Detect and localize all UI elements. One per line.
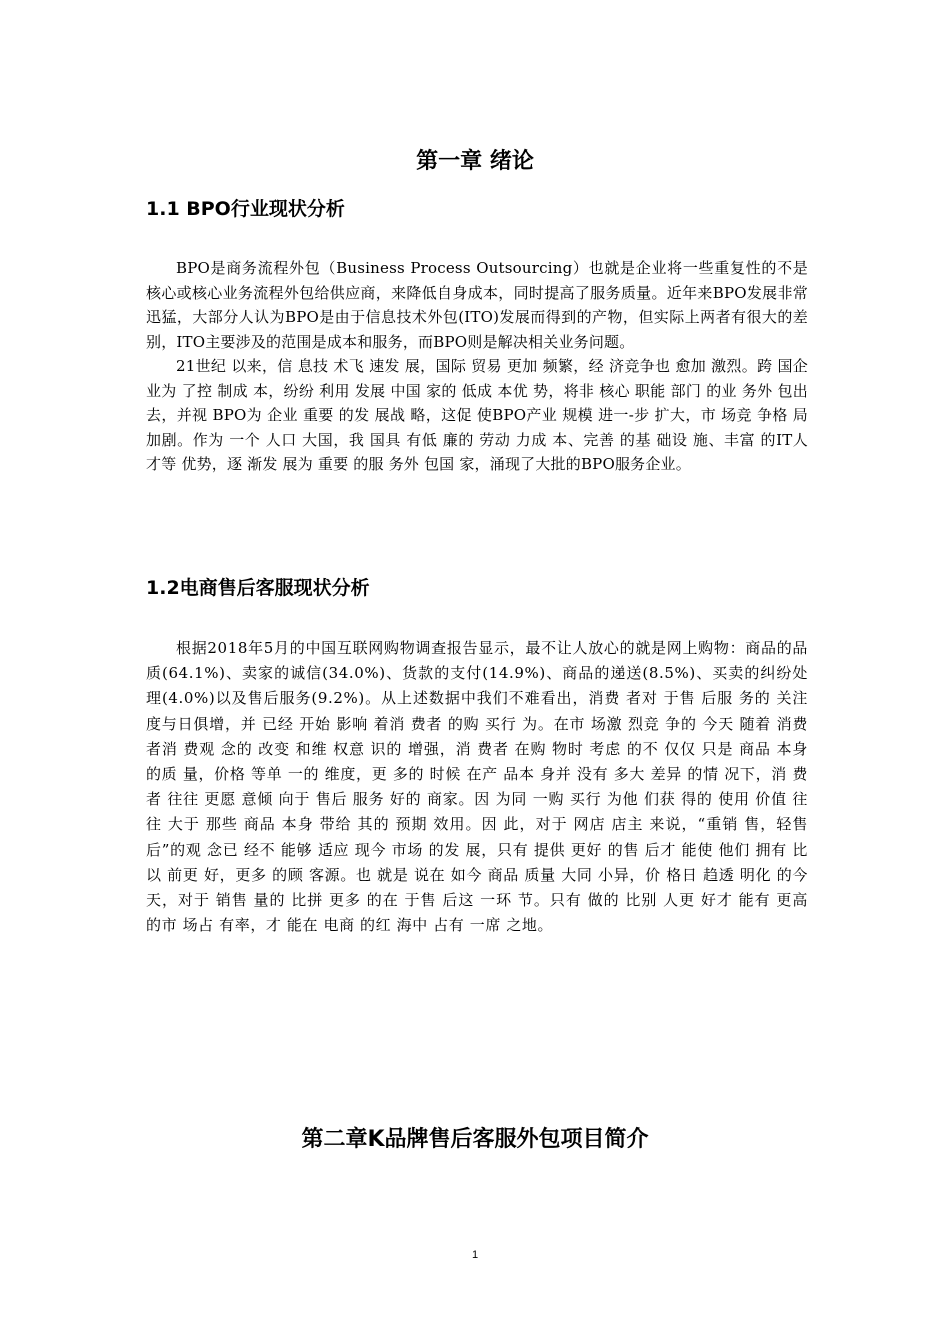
- chapter-1-title: 第一章 绪论: [416, 149, 534, 174]
- paragraph-bpo-definition: BPO是商务流程外包（Business Process Outsourcing）也就是企业将一些重复性的不是核心或核心业务流程外包给供应商，来降低自身成本，同时提高了服务质量。近年来BPO发展非常迅猛，大部分人认为BPO是由于信息技术外包(ITO)发展而得到的产物，但实际上两者有很大的差别，ITO主要涉及的范围是成本和服务，而BPO则是解决相关业务问题。: [146, 259, 808, 351]
- section-1-1-body: [146, 256, 808, 477]
- section-1-2-title: 1.2电商售后客服现状分析: [146, 577, 370, 599]
- chapter-2-title: 第二章K品牌售后客服外包项目简介: [301, 1127, 649, 1152]
- paragraph-bpo-development: 21世纪 以来，信 息技 术飞 速发 展，国际 贸易 更加 频繁，经 济竞争也 愈加 激烈。跨 国企 业为 了控 制成 本，纷纷 利用 发展 中国 家的 低成 本优 势，将非 核心 职能 部门 的业 务外 包出 去，并视 BPO为 企业 重要 的发 展战 略，这促 使BPO产业 规模 进一-步 扩大，市 场竞 争格 局加剧。作为 一个 人口 大国，我 国具 有低 廉的 劳动 力成 本、完善 的基 础设 施、丰富 的IT人 才等 优势，逐 渐发 展为 重要 的服 务外 包国 家，涌现了大批的BPO服务企业。: [146, 357, 808, 473]
- section-1-2-body: [146, 636, 808, 938]
- paragraph-ecommerce-aftersales: 根据2018年5月的中国互联网购物调查报告显示，最不让人放心的就是网上购物：商品的品质(64.1%)、卖家的诚信(34.0%)、货款的支付(14.9%)、商品的递送(8.5%)、买卖的纠纷处理(4.0%)以及售后服务(9.2%)。从上述数据中我们不难看出，消费 者对 于售 后服 务的 关注 度与日俱增，并 已经 开始 影响 着消 费者 的购 买行 为。在市 场激 烈竞 争的 今天 随着 消费 者消 费观 念的 改变 和维 权意 识的 增强，消 费者 在购 物时 考虑 的不 仅仅 只是 商品 本身 的质 量，价格 等单 一的 维度，更 多的 时候 在产 品本 身并 没有 多大 差异 的情 况下，消 费者 往往 更愿 意倾 向于 售后 服务 好的 商家。因 为同 一购 买行 为他 们获 得的 使用 价值 往往 大于 那些 商品 本身 带给 其的 预期 效用。因 此，对于 网店 店主 来说，“重销 售，轻售后”的观 念已 经不 能够 适应 现今 市场 的发 展，只有 提供 更好 的售 后才 能使 他们 拥有 比以 前更 好，更多 的顾 客源。也 就是 说在 如今 商品 质量 大同 小异，价 格日 趋透 明化 的今 天，对于 销售 量的 比拼 更多 的在 于售 后这 一环 节。只有 做的 比别 人更 好才 能有 更高 的市 场占 有率，才 能在 电商 的红 海中 占有 一席 之地。: [146, 639, 808, 935]
- page-number: 1: [471, 1249, 479, 1261]
- section-1-1-title: 1.1 BPO行业现状分析: [146, 198, 345, 220]
